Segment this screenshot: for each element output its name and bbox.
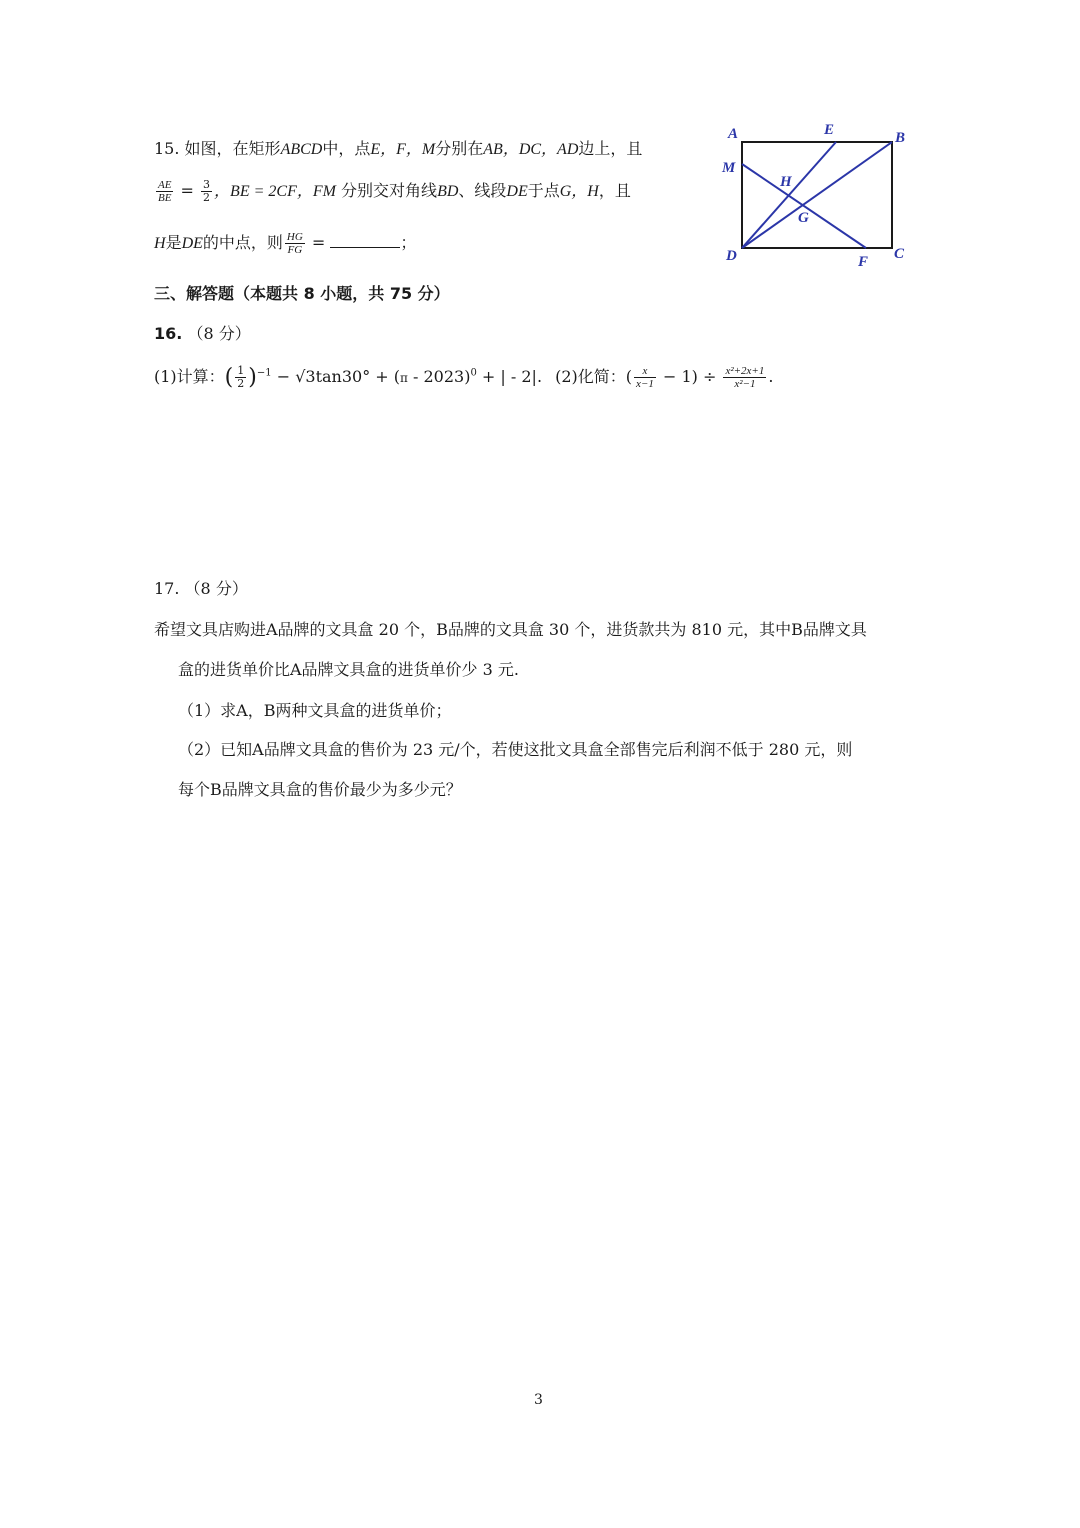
q15-text: ，且	[598, 181, 631, 200]
q16-number: 16.	[154, 324, 183, 343]
q17-line-1: 希望文具店购进A品牌的文具盒 20 个，B品牌的文具盒 30 个，进货款共为 810 元，其中B品牌文具	[154, 620, 867, 639]
q16-header	[154, 321, 251, 344]
q16-expression-line	[154, 364, 773, 390]
q15-text: 分别在	[435, 139, 484, 158]
label-d: D	[726, 248, 737, 264]
label-b: B	[895, 130, 906, 146]
q15-math: H	[154, 235, 166, 252]
q16-math: - 2023)	[407, 367, 471, 386]
label-c: C	[894, 246, 905, 262]
label-m: M	[722, 160, 736, 176]
q17-sub-2a: （2）已知A品牌文具盒的售价为 23 元/个，若使这批文具盒全部售完后利润不低于 280 元，则	[178, 740, 853, 759]
q15-text: =	[311, 233, 326, 252]
frac-num: 1	[237, 364, 245, 377]
q17-score: （8 分）	[184, 579, 248, 598]
q17-line-2: 盒的进货单价比A品牌文具盒的进货单价少 3 元.	[178, 660, 519, 679]
fraction-x-over-x-1	[634, 365, 656, 390]
frac-den: 2	[237, 377, 245, 390]
q15-line-2	[154, 178, 631, 204]
q16-part2-label: (2)化简：(	[555, 367, 633, 386]
q17-number: 17.	[154, 579, 180, 598]
exponent: −1	[256, 367, 272, 379]
q15-line-1	[154, 136, 642, 159]
frac-den: FG	[287, 244, 303, 256]
q16-part1-label: (1)计算：	[154, 367, 225, 386]
label-h: H	[780, 174, 792, 190]
q16-math: − 1) ÷	[657, 367, 722, 386]
paren-close: )	[248, 365, 257, 390]
q15-math: E，F，M	[370, 141, 436, 158]
q16-score: （8 分）	[187, 324, 251, 343]
answer-blank	[330, 233, 400, 248]
fraction-polynomial	[723, 365, 766, 390]
q16-math: + | - 2|.	[476, 367, 543, 386]
frac-num: x	[642, 365, 648, 377]
q15-math: DE	[181, 235, 203, 252]
fraction-3-2	[201, 179, 212, 204]
frac-den: x²−1	[734, 378, 756, 390]
q15-math: BD	[437, 183, 459, 200]
q15-text: 、线段	[458, 181, 507, 200]
section-3-title: 三、解答题（本题共 8 小题，共 75 分）	[154, 284, 450, 303]
frac-den: x−1	[636, 378, 654, 390]
frac-num: x²+2x+1	[725, 365, 765, 377]
q15-text: =	[180, 181, 194, 200]
label-f: F	[858, 254, 869, 270]
q15-number: 15.	[154, 139, 180, 158]
paren-open: (	[224, 365, 234, 390]
q15-math: DE	[506, 183, 528, 200]
label-e: E	[824, 122, 835, 138]
q16-math: .	[768, 367, 774, 386]
q17-sub-1: （1）求A，B两种文具盒的进货单价；	[178, 701, 452, 720]
q15-text: 于点	[527, 181, 560, 200]
frac-num: 3	[203, 178, 211, 191]
diagonal-bd	[742, 142, 892, 248]
frac-num: HG	[286, 231, 303, 243]
label-g: G	[798, 210, 809, 226]
q15-text: 边上，且	[578, 139, 643, 158]
q15-math: ABCD	[280, 141, 323, 158]
label-a: A	[728, 126, 739, 142]
q15-line-3	[154, 230, 416, 256]
fraction-ae-be	[156, 179, 173, 204]
frac-num: AE	[158, 179, 172, 191]
q15-math: ，BE = 2CF，FM	[214, 183, 336, 200]
rectangle-figure	[718, 118, 918, 273]
q17-header	[154, 576, 248, 599]
page-number: 3	[534, 1392, 543, 1408]
exponent: 0	[470, 367, 477, 379]
frac-den: BE	[158, 192, 172, 204]
q15-text: ；	[400, 233, 417, 252]
q15-math: AB，DC，AD	[483, 141, 579, 158]
q16-math: − √3tan30° + (	[271, 367, 401, 386]
q17-sub-2b: 每个B品牌文具盒的售价最少为多少元？	[178, 780, 462, 799]
q16-math: π	[400, 371, 408, 385]
q15-text: 如图，在矩形	[184, 139, 281, 158]
q15-text: 的中点，则	[202, 233, 283, 252]
q15-math: G，H	[559, 183, 599, 200]
fraction-half	[235, 365, 246, 390]
q15-text: 是	[165, 233, 182, 252]
fraction-hg-fg	[285, 231, 305, 256]
frac-den: 2	[203, 191, 211, 204]
q15-text: 分别交对角线	[341, 181, 438, 200]
q15-text: 中，点	[322, 139, 371, 158]
